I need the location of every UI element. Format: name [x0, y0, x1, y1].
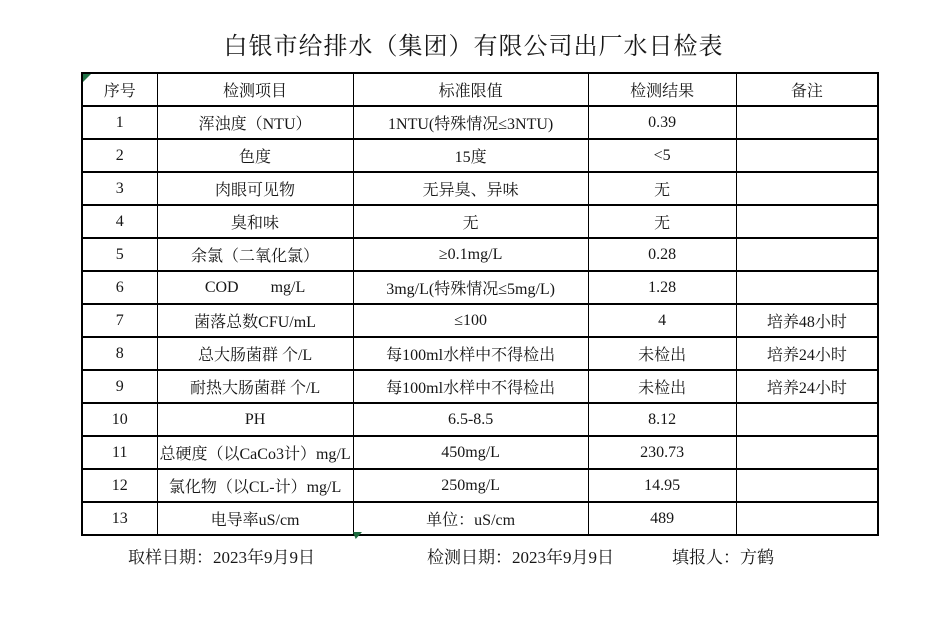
- item-cell: COD mg/L: [157, 271, 353, 304]
- table-row: [82, 205, 878, 238]
- table-row: [82, 304, 878, 337]
- col-header-no: 序号: [82, 73, 157, 106]
- remark-cell: 培养24小时: [736, 337, 878, 370]
- item-cell: 耐热大肠菌群 个/L: [157, 370, 353, 403]
- result-cell: 4: [588, 304, 736, 337]
- row-no-cell: 9: [82, 370, 157, 403]
- limit-cell: 单位：uS/cm: [353, 502, 588, 535]
- remark-cell: [736, 469, 878, 502]
- header-row: [82, 73, 878, 106]
- item-cell: 余氯（二氧化氯）: [157, 238, 353, 271]
- result-cell: 无: [588, 205, 736, 238]
- row-no-cell: 5: [82, 238, 157, 271]
- limit-cell: 3mg/L(特殊情况≤5mg/L): [353, 271, 588, 304]
- remark-cell: [736, 238, 878, 271]
- remark-cell: [736, 106, 878, 139]
- row-no-cell: 12: [82, 469, 157, 502]
- result-cell: 0.39: [588, 106, 736, 139]
- item-cell: 色度: [157, 139, 353, 172]
- item-cell: 菌落总数CFU/mL: [157, 304, 353, 337]
- item-cell: 臭和味: [157, 205, 353, 238]
- result-cell: 230.73: [588, 436, 736, 469]
- row-no-cell: 13: [82, 502, 157, 535]
- limit-cell: 6.5-8.5: [353, 403, 588, 436]
- sampling-date-text: 取样日期：2023年9月9日: [128, 548, 315, 567]
- reporter-text: 填报人：方鹤: [672, 548, 774, 567]
- remark-cell: [736, 502, 878, 535]
- result-cell: 无: [588, 172, 736, 205]
- result-cell: 0.28: [588, 238, 736, 271]
- page-title: 白银市给排水（集团）有限公司出厂水日检表: [223, 34, 724, 60]
- table-body: [82, 106, 878, 535]
- remark-cell: 培养24小时: [736, 370, 878, 403]
- test-date-text: 检测日期：2023年9月9日: [427, 548, 614, 567]
- row-no-cell: 11: [82, 436, 157, 469]
- col-header-remark: 备注: [736, 73, 878, 106]
- limit-cell: 无: [353, 205, 588, 238]
- table-row: [82, 139, 878, 172]
- result-cell: 1.28: [588, 271, 736, 304]
- table-row: [82, 436, 878, 469]
- limit-cell: ≥0.1mg/L: [353, 238, 588, 271]
- row-no-cell: 4: [82, 205, 157, 238]
- result-cell: 489: [588, 502, 736, 535]
- result-cell: 8.12: [588, 403, 736, 436]
- limit-cell: 每100ml水样中不得检出: [353, 337, 588, 370]
- item-cell: 总硬度（以CaCo3计）mg/L: [157, 436, 353, 469]
- remark-cell: [736, 139, 878, 172]
- table-row: [82, 172, 878, 205]
- remark-cell: [736, 172, 878, 205]
- limit-cell: 无异臭、异味: [353, 172, 588, 205]
- row-no-cell: 7: [82, 304, 157, 337]
- result-cell: 14.95: [588, 469, 736, 502]
- remark-cell: [736, 205, 878, 238]
- table-row: [82, 502, 878, 535]
- row-no-cell: 8: [82, 337, 157, 370]
- table-row: [82, 403, 878, 436]
- table-row: [82, 238, 878, 271]
- limit-cell: 15度: [353, 139, 588, 172]
- item-cell: 氯化物（以CL-计）mg/L: [157, 469, 353, 502]
- result-cell: 未检出: [588, 370, 736, 403]
- item-cell: 电导率uS/cm: [157, 502, 353, 535]
- table-row: [82, 106, 878, 139]
- col-header-item: 检测项目: [157, 73, 353, 106]
- row-no-cell: 1: [82, 106, 157, 139]
- limit-cell: 250mg/L: [353, 469, 588, 502]
- table-row: [82, 469, 878, 502]
- result-cell: 未检出: [588, 337, 736, 370]
- table-row: [82, 271, 878, 304]
- limit-cell: ≤100: [353, 304, 588, 337]
- limit-cell: 1NTU(特殊情况≤3NTU): [353, 106, 588, 139]
- item-cell: 总大肠菌群 个/L: [157, 337, 353, 370]
- item-cell: 肉眼可见物: [157, 172, 353, 205]
- footer: [0, 543, 947, 567]
- row-no-cell: 6: [82, 271, 157, 304]
- col-header-result: 检测结果: [588, 73, 736, 106]
- remark-cell: [736, 403, 878, 436]
- water-quality-table: [81, 72, 879, 536]
- row-no-cell: 3: [82, 172, 157, 205]
- item-cell: PH: [157, 403, 353, 436]
- limit-cell: 450mg/L: [353, 436, 588, 469]
- row-no-cell: 2: [82, 139, 157, 172]
- result-cell: <5: [588, 139, 736, 172]
- col-header-limit: 标准限值: [353, 73, 588, 106]
- remark-cell: [736, 271, 878, 304]
- item-cell: 浑浊度（NTU）: [157, 106, 353, 139]
- remark-cell: [736, 436, 878, 469]
- remark-cell: 培养48小时: [736, 304, 878, 337]
- table-row: [82, 370, 878, 403]
- limit-cell: 每100ml水样中不得检出: [353, 370, 588, 403]
- row-no-cell: 10: [82, 403, 157, 436]
- table-row: [82, 337, 878, 370]
